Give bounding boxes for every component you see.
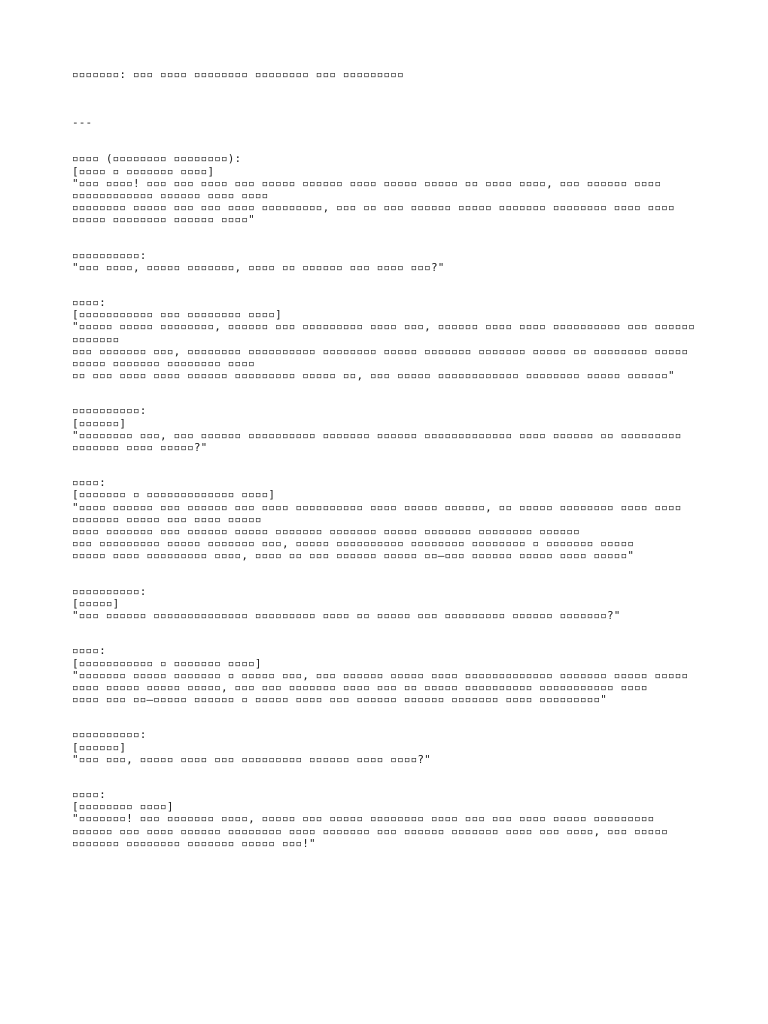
dialogue-line: ▫▫▫▫▫ ▫▫▫▫ ▫▫▫▫▫▫▫▫▫ ▫▫▫▫, ▫▫▫▫ ▫▫ ▫▫▫ ▫▫▫▫▫▫ ▫▫▫▫▫ ▫▫—▫▫▫ ▫▫▫▫▫▫ ▫▫▫▫▫ ▫▫▫▫ ▫▫▫▫▫": [72, 549, 635, 563]
stage-direction: [▫▫▫▫▫▫▫▫▫▫▫ ▫ ▫▫▫▫▫▫▫ ▫▫▫▫]: [72, 656, 262, 670]
dialogue-block: [72, 729, 712, 766]
dialogue-line: ▫▫▫▫▫▫ ▫▫▫ ▫▫▫▫ ▫▫▫▫▫▫ ▫▫▫▫▫▫▫▫ ▫▫▫▫ ▫▫▫▫▫▫▫ ▫▫▫ ▫▫▫▫▫▫ ▫▫▫▫▫▫▫ ▫▫▫▫ ▫▫▫ ▫▫▫▫, ▫▫▫ ▫▫▫▫▫ ▫▫▫▫▫▫▫ ▫▫▫▫▫▫▫▫ ▫▫▫▫▫▫▫ ▫▫▫▫▫ ▫▫▫!": [72, 824, 675, 850]
dialogue-line: ▫▫▫▫ ▫▫▫ ▫▫—▫▫▫▫▫ ▫▫▫▫▫▫ ▫ ▫▫▫▫▫ ▫▫▫▫ ▫▫▫ ▫▫▫▫▫▫ ▫▫▫▫▫▫ ▫▫▫▫▫▫▫ ▫▫▫▫ ▫▫▫▫▫▫▫▫▫": [72, 693, 608, 707]
speaker-label: ▫▫▫▫:: [72, 476, 106, 490]
stage-direction: [▫▫▫▫▫▫▫ ▫ ▫▫▫▫▫▫▫▫▫▫▫▫▫ ▫▫▫▫]: [72, 488, 276, 502]
dialogue-line: "▫▫▫▫▫▫▫▫ ▫▫▫, ▫▫▫ ▫▫▫▫▫▫ ▫▫▫▫▫▫▫▫▫▫ ▫▫▫▫▫▫▫ ▫▫▫▫▫▫ ▫▫▫▫▫▫▫▫▫▫▫▫▫ ▫▫▫▫ ▫▫▫▫▫▫ ▫▫ ▫▫▫▫▫▫▫▫▫ ▫▫▫▫▫▫▫ ▫▫▫▫ ▫▫▫▫▫?": [72, 428, 689, 455]
dialogue-line: ▫▫▫ ▫▫▫▫▫▫▫ ▫▫▫, ▫▫▫▫▫▫▫▫ ▫▫▫▫▫▫▫▫▫▫ ▫▫▫▫▫▫▫▫ ▫▫▫▫▫ ▫▫▫▫▫▫▫ ▫▫▫▫▫▫▫ ▫▫▫▫▫ ▫▫ ▫▫▫▫▫▫▫▫ ▫▫▫▫▫ ▫▫▫▫▫ ▫▫▫▫▫▫▫ ▫▫▫▫▫▫▫▫ ▫▫▫▫: [72, 344, 696, 371]
dialogue-line: ▫▫▫▫▫▫▫▫ ▫▫▫▫▫ ▫▫▫ ▫▫▫ ▫▫▫▫ ▫▫▫▫▫▫▫▫▫, ▫▫▫ ▫▫ ▫▫▫ ▫▫▫▫▫▫ ▫▫▫▫▫ ▫▫▫▫▫▫▫ ▫▫▫▫▫▫▫▫ ▫▫▫▫ ▫▫▫▫ ▫▫▫▫▫ ▫▫▫▫▫▫▫▫ ▫▫▫▫▫▫ ▫▫▫▫": [72, 201, 682, 227]
speaker-label: ▫▫▫▫▫▫▫▫▫▫:: [72, 584, 147, 598]
dialogue-block: [72, 586, 712, 623]
speaker-label: ▫▫▫▫:: [72, 787, 106, 801]
section-divider: ---: [72, 116, 93, 130]
dialogue-list: [72, 153, 712, 850]
dialogue-line: "▫▫▫▫ ▫▫▫▫▫▫ ▫▫▫ ▫▫▫▫▫▫ ▫▫▫ ▫▫▫▫ ▫▫▫▫▫▫▫▫▫▫ ▫▫▫▫ ▫▫▫▫▫ ▫▫▫▫▫▫, ▫▫ ▫▫▫▫▫ ▫▫▫▫▫▫▫▫ ▫▫▫▫ ▫▫▫▫ ▫▫▫▫▫▫▫ ▫▫▫▫▫ ▫▫▫ ▫▫▫▫ ▫▫▫▫▫: [72, 500, 689, 526]
stage-direction: [▫▫▫▫▫▫▫▫▫▫▫ ▫▫▫ ▫▫▫▫▫▫▫▫ ▫▫▫▫]: [72, 308, 282, 322]
dialogue-line: "▫▫▫ ▫▫▫, ▫▫▫▫▫ ▫▫▫▫ ▫▫▫ ▫▫▫▫▫▫▫▫▫ ▫▫▫▫▫▫ ▫▫▫▫ ▫▫▫▫?": [72, 752, 431, 766]
stage-direction: [▫▫▫▫▫▫]: [72, 416, 127, 430]
document-title: ▫▫▫▫▫▫▫: ▫▫▫ ▫▫▫▫ ▫▫▫▫▫▫▫▫ ▫▫▫▫▫▫▫▫ ▫▫▫ ▫▫▫▫▫▫▫▫▫: [72, 68, 404, 81]
speaker-label: ▫▫▫▫▫▫▫▫▫▫:: [72, 404, 147, 418]
dialogue-line: "▫▫▫▫▫▫▫ ▫▫▫▫▫ ▫▫▫▫▫▫▫ ▫ ▫▫▫▫▫ ▫▫▫, ▫▫▫ ▫▫▫▫▫▫ ▫▫▫▫▫ ▫▫▫▫ ▫▫▫▫▫▫▫▫▫▫▫▫▫ ▫▫▫▫▫▫▫ ▫▫▫▫▫ ▫▫▫▫▫ ▫▫▫▫ ▫▫▫▫▫ ▫▫▫▫▫ ▫▫▫▫▫, ▫▫▫ ▫▫▫ ▫▫▫▫▫▫▫ ▫▫▫▫ ▫▫▫ ▫▫ ▫▫▫▫▫ ▫▫▫▫▫▫▫▫▫▫ ▫▫▫▫▫▫▫▫▫▫▫ ▫▫▫▫: [72, 668, 696, 694]
dialogue-block: [72, 789, 712, 850]
dialogue-line: ▫▫ ▫▫▫ ▫▫▫▫ ▫▫▫▫ ▫▫▫▫▫▫ ▫▫▫▫▫▫▫▫▫ ▫▫▫▫▫ ▫▫, ▫▫▫ ▫▫▫▫▫ ▫▫▫▫▫▫▫▫▫▫▫▫ ▫▫▫▫▫▫▫▫ ▫▫▫▫▫ ▫▫▫▫▫▫": [72, 369, 675, 383]
dialogue-line: "▫▫▫ ▫▫▫▫▫▫ ▫▫▫▫▫▫▫▫▫▫▫▫▫▫ ▫▫▫▫▫▫▫▫▫ ▫▫▫▫ ▫▫ ▫▫▫▫▫ ▫▫▫ ▫▫▫▫▫▫▫▫▫ ▫▫▫▫▫▫ ▫▫▫▫▫▫▫?": [72, 609, 621, 623]
dialogue-line: "▫▫▫ ▫▫▫▫, ▫▫▫▫▫ ▫▫▫▫▫▫▫, ▫▫▫▫ ▫▫ ▫▫▫▫▫▫ ▫▫▫ ▫▫▫▫ ▫▫▫?": [72, 260, 445, 274]
dialogue-line: ▫▫▫ ▫▫▫▫▫▫▫▫▫ ▫▫▫▫▫ ▫▫▫▫▫▫▫ ▫▫▫, ▫▫▫▫▫ ▫▫▫▫▫▫▫▫▫▫ ▫▫▫▫▫▫▫▫ ▫▫▫▫▫▫▫▫ ▫ ▫▫▫▫▫▫▫ ▫▫▫▫▫: [72, 537, 635, 551]
stage-direction: [▫▫▫▫▫▫▫▫ ▫▫▫▫]: [72, 800, 174, 814]
dialogue-block: [72, 477, 712, 562]
speaker-label: ▫▫▫▫▫▫▫▫▫▫:: [72, 248, 147, 262]
dialogue-block: [72, 153, 712, 226]
stage-direction: [▫▫▫▫▫▫]: [72, 740, 127, 754]
dialogue-line: "▫▫▫▫▫ ▫▫▫▫▫ ▫▫▫▫▫▫▫▫, ▫▫▫▫▫▫ ▫▫▫ ▫▫▫▫▫▫▫▫▫ ▫▫▫▫ ▫▫▫, ▫▫▫▫▫▫ ▫▫▫▫ ▫▫▫▫ ▫▫▫▫▫▫▫▫▫▫ ▫▫▫ ▫▫▫▫▫▫ ▫▫▫▫▫▫▫: [72, 320, 702, 346]
dialogue-line: "▫▫▫▫▫▫▫! ▫▫▫ ▫▫▫▫▫▫▫ ▫▫▫▫, ▫▫▫▫▫ ▫▫▫ ▫▫▫▫▫ ▫▫▫▫▫▫▫▫ ▫▫▫▫ ▫▫▫ ▫▫▫ ▫▫▫▫ ▫▫▫▫▫ ▫▫▫▫▫▫▫▫▫: [72, 812, 655, 826]
dialogue-line: "▫▫▫ ▫▫▫▫! ▫▫▫ ▫▫▫ ▫▫▫▫ ▫▫▫ ▫▫▫▫▫ ▫▫▫▫▫▫ ▫▫▫▫ ▫▫▫▫▫ ▫▫▫▫▫ ▫▫ ▫▫▫▫ ▫▫▫▫, ▫▫▫ ▫▫▫▫▫▫ ▫▫▫▫ ▫▫▫▫▫▫▫▫▫▫▫▫ ▫▫▫▫▫▫ ▫▫▫▫ ▫▫▫▫: [72, 176, 668, 203]
speaker-label: ▫▫▫▫:: [72, 644, 106, 658]
dialogue-line: ▫▫▫▫ ▫▫▫▫▫▫▫ ▫▫▫ ▫▫▫▫▫▫ ▫▫▫▫▫ ▫▫▫▫▫▫▫ ▫▫▫▫▫▫▫ ▫▫▫▫▫ ▫▫▫▫▫▫▫ ▫▫▫▫▫▫▫▫ ▫▫▫▫▫▫: [72, 525, 580, 539]
stage-direction: [▫▫▫▫▫]: [72, 596, 120, 610]
dialogue-block: [72, 405, 712, 454]
speaker-label: ▫▫▫▫▫▫▫▫▫▫:: [72, 728, 147, 742]
speaker-label: ▫▫▫▫ (▫▫▫▫▫▫▫▫ ▫▫▫▫▫▫▫▫):: [72, 152, 242, 166]
dialogue-block: [72, 645, 712, 706]
dialogue-block: [72, 297, 712, 382]
speaker-label: ▫▫▫▫:: [72, 296, 106, 310]
dialogue-block: [72, 250, 712, 274]
document-page: [72, 69, 712, 850]
stage-direction: [▫▫▫▫ ▫ ▫▫▫▫▫▫▫ ▫▫▫▫]: [72, 164, 215, 178]
